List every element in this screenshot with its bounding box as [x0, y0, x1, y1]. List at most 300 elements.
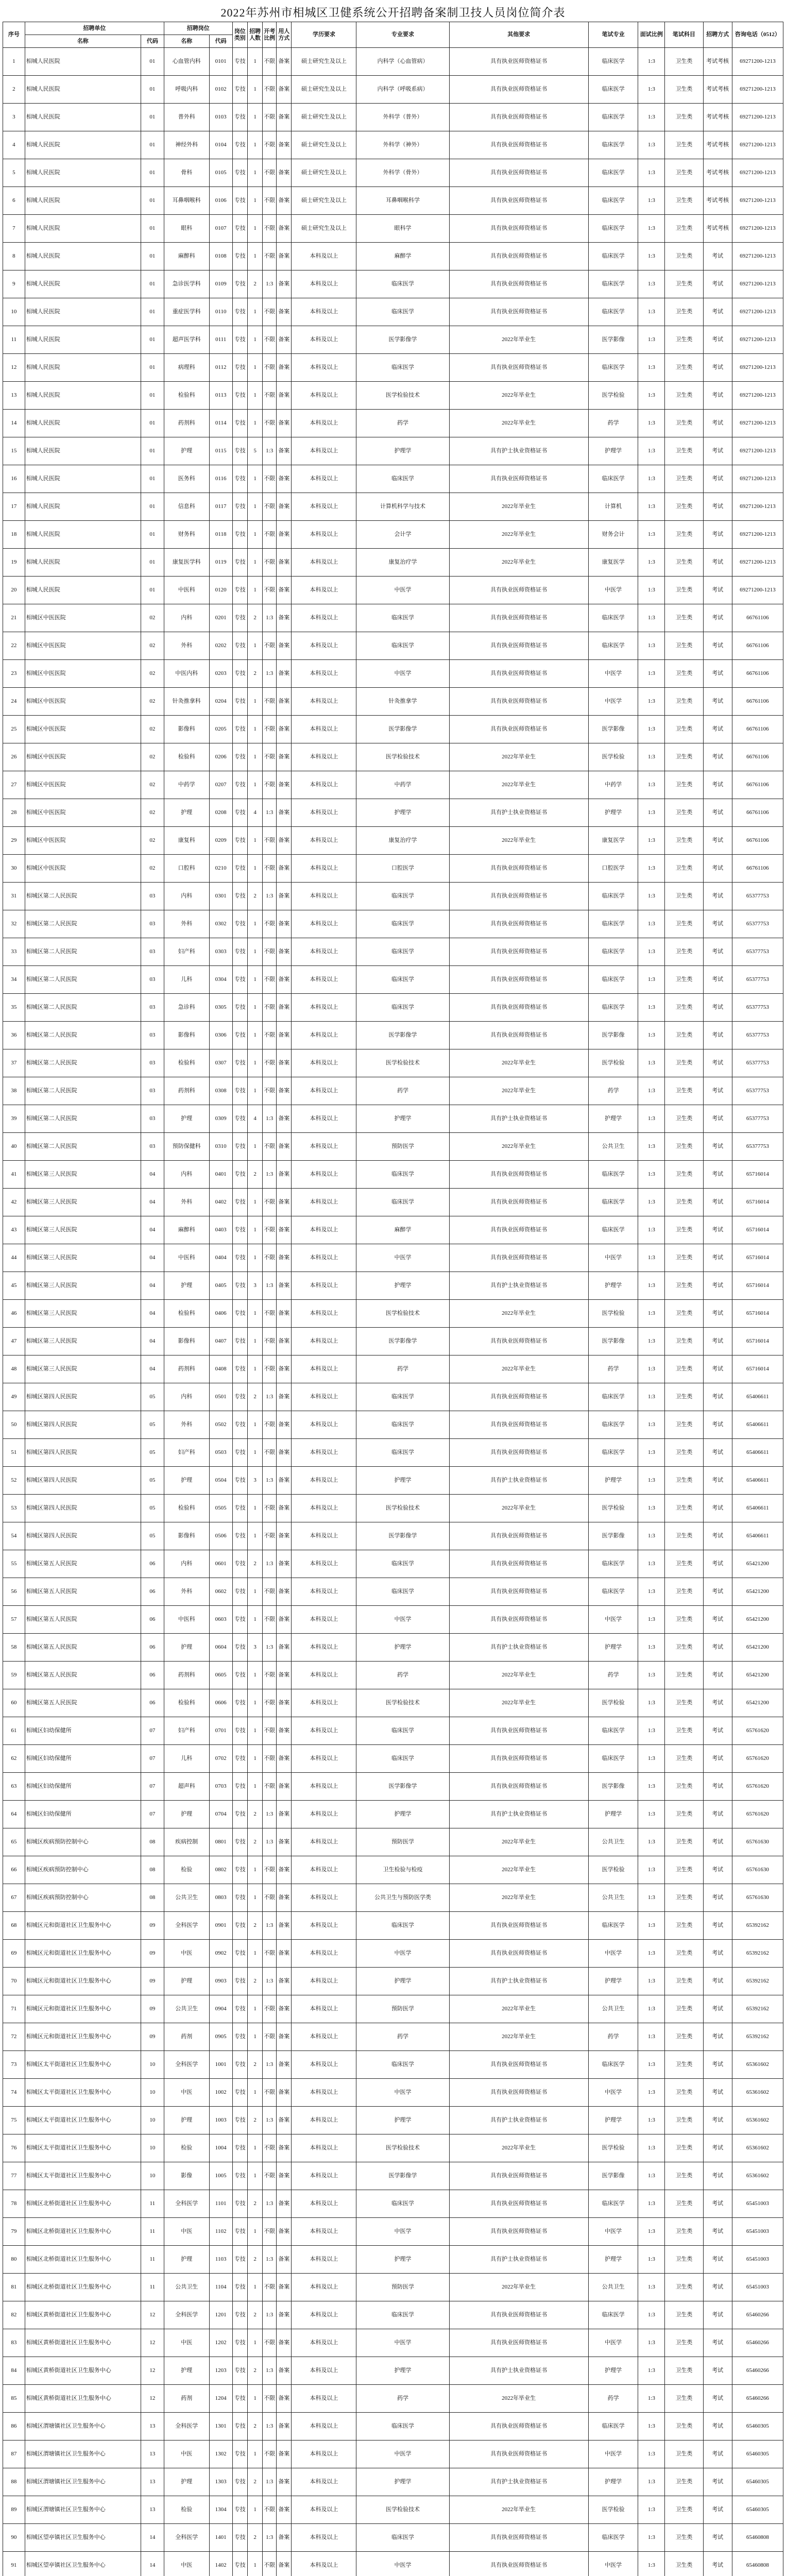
cell-exam-major: 临床医学: [588, 632, 638, 660]
cell-no: 51: [3, 1439, 25, 1467]
cell-education: 本科及以上: [292, 1801, 356, 1828]
cell-position-type: 专技: [232, 1495, 247, 1522]
table-row: [3, 938, 783, 966]
cell-no: 2: [3, 76, 25, 104]
cell-unit-name: 相城区中医医院: [25, 799, 141, 827]
cell-count: 1: [247, 2496, 262, 2524]
cell-major: 护理学: [356, 2357, 449, 2385]
cell-no: 42: [3, 1189, 25, 1216]
table-row: [3, 1606, 783, 1634]
cell-recruit-mode: 考试: [703, 910, 732, 938]
cell-no: 54: [3, 1522, 25, 1550]
cell-other: 具有护士执业资格证书: [449, 2468, 588, 2496]
cell-major: 麻醉学: [356, 243, 449, 270]
cell-recruit-mode: 考试: [703, 1717, 732, 1745]
cell-unit-code: 09: [141, 1995, 164, 2023]
cell-unit-code: 01: [141, 76, 164, 104]
cell-position-code: 0403: [209, 1216, 232, 1244]
cell-open-ratio: 不限: [263, 1077, 277, 1105]
cell-no: 57: [3, 1606, 25, 1634]
cell-major: 临床医学: [356, 270, 449, 298]
cell-other: 2022年毕业生: [449, 1662, 588, 1689]
cell-count: 2: [247, 883, 262, 910]
cell-unit-code: 05: [141, 1522, 164, 1550]
cell-no: 14: [3, 410, 25, 437]
cell-count: 1: [247, 131, 262, 159]
header-position-name: 名称: [164, 35, 209, 48]
cell-education: 本科及以上: [292, 1856, 356, 1884]
cell-exam-major: 临床医学: [588, 1439, 638, 1467]
cell-telephone: 66761106: [732, 827, 783, 855]
cell-count: 1: [247, 521, 262, 549]
cell-other: 2022年毕业生: [449, 1856, 588, 1884]
cell-no: 33: [3, 938, 25, 966]
cell-no: 6: [3, 187, 25, 215]
cell-education: 本科及以上: [292, 2301, 356, 2329]
cell-exam-subject: 卫生类: [665, 1300, 703, 1328]
cell-open-ratio: 1:3: [263, 660, 277, 688]
cell-no: 29: [3, 827, 25, 855]
cell-other: 2022年毕业生: [449, 1495, 588, 1522]
cell-position-code: 0105: [209, 159, 232, 187]
cell-open-ratio: 不限: [263, 243, 277, 270]
cell-telephone: 65716014: [732, 1161, 783, 1189]
cell-other: 具有执业医师资格证书: [449, 2079, 588, 2107]
cell-position-name: 内科: [164, 604, 209, 632]
cell-position-name: 药剂科: [164, 1077, 209, 1105]
cell-position-type: 专技: [232, 159, 247, 187]
cell-no: 3: [3, 104, 25, 131]
cell-education: 本科及以上: [292, 1272, 356, 1300]
table-row: [3, 2357, 783, 2385]
cell-hire-mode: 备案: [277, 2385, 292, 2413]
cell-open-ratio: 1:3: [263, 1634, 277, 1662]
cell-position-type: 专技: [232, 1662, 247, 1689]
table-row: [3, 1662, 783, 1689]
cell-exam-major: 护理学: [588, 437, 638, 465]
cell-position-name: 骨科: [164, 159, 209, 187]
cell-position-name: 检验科: [164, 1495, 209, 1522]
cell-count: 1: [247, 1884, 262, 1912]
table-row: [3, 1439, 783, 1467]
cell-exam-subject: 卫生类: [665, 1940, 703, 1968]
cell-exam-major: 医学检验: [588, 382, 638, 410]
table-row: [3, 743, 783, 771]
cell-open-ratio: 1:3: [263, 2301, 277, 2329]
cell-recruit-mode: 考试考核: [703, 76, 732, 104]
cell-position-type: 专技: [232, 1995, 247, 2023]
cell-recruit-mode: 考试: [703, 1133, 732, 1161]
cell-open-ratio: 不限: [263, 771, 277, 799]
cell-unit-code: 04: [141, 1272, 164, 1300]
cell-position-name: 中医科: [164, 1244, 209, 1272]
cell-position-code: 0115: [209, 437, 232, 465]
cell-unit-name: 相城区第三人民医院: [25, 1216, 141, 1244]
cell-telephone: 65377753: [732, 883, 783, 910]
table-row: [3, 382, 783, 410]
cell-unit-name: 相城区望亭镇社区卫生服务中心: [25, 2524, 141, 2552]
cell-exam-major: 医学检验: [588, 1049, 638, 1077]
cell-hire-mode: 备案: [277, 1244, 292, 1272]
cell-position-name: 护理: [164, 1801, 209, 1828]
cell-position-name: 病理科: [164, 354, 209, 382]
cell-unit-name: 相城人民医院: [25, 410, 141, 437]
cell-recruit-mode: 考试: [703, 2079, 732, 2107]
cell-position-name: 中医科: [164, 577, 209, 604]
cell-recruit-mode: 考试: [703, 1801, 732, 1828]
cell-other: 具有护士执业资格证书: [449, 2357, 588, 2385]
cell-education: 硕士研究生及以上: [292, 48, 356, 76]
cell-position-code: 0602: [209, 1578, 232, 1606]
cell-major: 医学检验技术: [356, 1300, 449, 1328]
cell-exam-subject: 卫生类: [665, 2134, 703, 2162]
cell-exam-subject: 卫生类: [665, 521, 703, 549]
cell-telephone: 65421200: [732, 1634, 783, 1662]
cell-telephone: 65451003: [732, 2190, 783, 2218]
cell-exam-major: 护理学: [588, 1272, 638, 1300]
table-row: [3, 298, 783, 326]
table-row: [3, 1912, 783, 1940]
cell-recruit-mode: 考试: [703, 382, 732, 410]
cell-unit-name: 相城区第五人民医院: [25, 1550, 141, 1578]
cell-exam-subject: 卫生类: [665, 1383, 703, 1411]
cell-exam-subject: 卫生类: [665, 1745, 703, 1773]
cell-position-type: 专技: [232, 437, 247, 465]
cell-position-name: 检验: [164, 1856, 209, 1884]
cell-no: 81: [3, 2274, 25, 2301]
cell-count: 5: [247, 437, 262, 465]
cell-exam-major: 医学检验: [588, 1689, 638, 1717]
cell-education: 本科及以上: [292, 1161, 356, 1189]
table-row: [3, 688, 783, 716]
cell-position-name: 妇产科: [164, 1439, 209, 1467]
table-row: [3, 2051, 783, 2079]
cell-exam-subject: 卫生类: [665, 2468, 703, 2496]
cell-position-code: 0201: [209, 604, 232, 632]
cell-count: 1: [247, 1244, 262, 1272]
cell-position-name: 中医: [164, 2552, 209, 2576]
cell-major: 中医学: [356, 1606, 449, 1634]
cell-interview-ratio: 1:3: [638, 410, 665, 437]
cell-unit-name: 相城人民医院: [25, 215, 141, 243]
cell-exam-major: 临床医学: [588, 131, 638, 159]
header-count: 招聘人数: [247, 22, 262, 48]
cell-position-type: 专技: [232, 104, 247, 131]
cell-other: 2022年毕业生: [449, 2385, 588, 2413]
cell-exam-major: 医学影像: [588, 326, 638, 354]
cell-exam-subject: 卫生类: [665, 1550, 703, 1578]
cell-unit-code: 12: [141, 2385, 164, 2413]
cell-education: 本科及以上: [292, 1940, 356, 1968]
cell-unit-name: 相城区元和街道社区卫生服务中心: [25, 1968, 141, 1995]
cell-unit-code: 04: [141, 1300, 164, 1328]
cell-no: 21: [3, 604, 25, 632]
cell-recruit-mode: 考试考核: [703, 104, 732, 131]
cell-unit-name: 相城区第四人民医院: [25, 1467, 141, 1495]
cell-unit-name: 相城区第二人民医院: [25, 1133, 141, 1161]
cell-hire-mode: 备案: [277, 1995, 292, 2023]
cell-position-name: 急诊医学科: [164, 270, 209, 298]
cell-position-name: 中医内科: [164, 660, 209, 688]
cell-exam-major: 中医学: [588, 1244, 638, 1272]
cell-position-type: 专技: [232, 827, 247, 855]
cell-position-name: 影像科: [164, 1328, 209, 1355]
cell-exam-major: 公共卫生: [588, 1133, 638, 1161]
cell-interview-ratio: 1:3: [638, 855, 665, 883]
cell-count: 1: [247, 465, 262, 493]
cell-open-ratio: 不限: [263, 76, 277, 104]
cell-position-type: 专技: [232, 1189, 247, 1216]
cell-count: 1: [247, 632, 262, 660]
cell-position-code: 1301: [209, 2413, 232, 2441]
cell-position-code: 1005: [209, 2162, 232, 2190]
cell-position-type: 专技: [232, 632, 247, 660]
cell-exam-major: 医学检验: [588, 1495, 638, 1522]
table-row: [3, 2107, 783, 2134]
cell-interview-ratio: 1:3: [638, 215, 665, 243]
cell-exam-major: 中医学: [588, 660, 638, 688]
cell-exam-major: 医学影像: [588, 2162, 638, 2190]
cell-unit-name: 相城人民医院: [25, 187, 141, 215]
cell-position-name: 中药学: [164, 771, 209, 799]
cell-interview-ratio: 1:3: [638, 437, 665, 465]
cell-major: 护理学: [356, 799, 449, 827]
cell-telephone: 69271200-1213: [732, 243, 783, 270]
cell-count: 1: [247, 1300, 262, 1328]
cell-recruit-mode: 考试: [703, 1634, 732, 1662]
cell-education: 本科及以上: [292, 1383, 356, 1411]
table-row: [3, 2441, 783, 2468]
cell-other: 2022年毕业生: [449, 1049, 588, 1077]
cell-other: 2022年毕业生: [449, 493, 588, 521]
cell-recruit-mode: 考试: [703, 1049, 732, 1077]
cell-education: 本科及以上: [292, 1995, 356, 2023]
cell-position-type: 专技: [232, 410, 247, 437]
cell-hire-mode: 备案: [277, 270, 292, 298]
cell-education: 本科及以上: [292, 1495, 356, 1522]
cell-position-code: 0308: [209, 1077, 232, 1105]
cell-hire-mode: 备案: [277, 2357, 292, 2385]
cell-position-type: 专技: [232, 1578, 247, 1606]
cell-exam-subject: 卫生类: [665, 298, 703, 326]
cell-count: 1: [247, 1216, 262, 1244]
cell-hire-mode: 备案: [277, 855, 292, 883]
cell-position-type: 专技: [232, 1689, 247, 1717]
cell-exam-subject: 卫生类: [665, 2329, 703, 2357]
cell-unit-code: 01: [141, 159, 164, 187]
cell-interview-ratio: 1:3: [638, 1355, 665, 1383]
cell-exam-major: 药学: [588, 1355, 638, 1383]
cell-unit-name: 相城人民医院: [25, 104, 141, 131]
cell-hire-mode: 备案: [277, 1745, 292, 1773]
cell-exam-major: 临床医学: [588, 2051, 638, 2079]
cell-unit-code: 14: [141, 2524, 164, 2552]
cell-unit-name: 相城区第四人民医院: [25, 1439, 141, 1467]
cell-count: 2: [247, 1161, 262, 1189]
cell-exam-major: 临床医学: [588, 243, 638, 270]
cell-hire-mode: 备案: [277, 827, 292, 855]
cell-hire-mode: 备案: [277, 1077, 292, 1105]
cell-position-type: 专技: [232, 2524, 247, 2552]
cell-recruit-mode: 考试: [703, 1439, 732, 1467]
cell-position-code: 0401: [209, 1161, 232, 1189]
cell-no: 58: [3, 1634, 25, 1662]
cell-count: 1: [247, 1022, 262, 1049]
cell-position-name: 检验: [164, 2496, 209, 2524]
cell-position-type: 专技: [232, 549, 247, 577]
cell-open-ratio: 1:3: [263, 2107, 277, 2134]
cell-telephone: 65716014: [732, 1300, 783, 1328]
cell-unit-code: 03: [141, 938, 164, 966]
cell-unit-code: 05: [141, 1467, 164, 1495]
cell-other: 2022年毕业生: [449, 1884, 588, 1912]
cell-telephone: 65716014: [732, 1244, 783, 1272]
cell-interview-ratio: 1:3: [638, 966, 665, 994]
cell-open-ratio: 不限: [263, 827, 277, 855]
cell-hire-mode: 备案: [277, 159, 292, 187]
cell-unit-code: 08: [141, 1856, 164, 1884]
cell-position-code: 0408: [209, 1355, 232, 1383]
cell-interview-ratio: 1:3: [638, 2301, 665, 2329]
cell-count: 1: [247, 1689, 262, 1717]
cell-open-ratio: 1:3: [263, 2468, 277, 2496]
cell-recruit-mode: 考试: [703, 1077, 732, 1105]
cell-no: 38: [3, 1077, 25, 1105]
cell-count: 1: [247, 2552, 262, 2576]
cell-position-code: 1103: [209, 2246, 232, 2274]
cell-no: 23: [3, 660, 25, 688]
cell-position-type: 专技: [232, 215, 247, 243]
cell-unit-code: 02: [141, 771, 164, 799]
cell-no: 50: [3, 1411, 25, 1439]
cell-open-ratio: 不限: [263, 2274, 277, 2301]
cell-position-name: 检验科: [164, 743, 209, 771]
cell-no: 60: [3, 1689, 25, 1717]
cell-interview-ratio: 1:3: [638, 1439, 665, 1467]
cell-hire-mode: 备案: [277, 660, 292, 688]
cell-position-code: 0107: [209, 215, 232, 243]
cell-no: 68: [3, 1912, 25, 1940]
cell-no: 5: [3, 159, 25, 187]
cell-unit-name: 相城人民医院: [25, 326, 141, 354]
cell-telephone: 65761630: [732, 1856, 783, 1884]
cell-no: 48: [3, 1355, 25, 1383]
cell-other: 具有执业医师资格证书: [449, 187, 588, 215]
cell-exam-major: 临床医学: [588, 48, 638, 76]
cell-education: 本科及以上: [292, 2107, 356, 2134]
cell-major: 计算机科学与技术: [356, 493, 449, 521]
cell-education: 本科及以上: [292, 743, 356, 771]
cell-other: 具有执业医师资格证书: [449, 2552, 588, 2576]
cell-education: 本科及以上: [292, 1773, 356, 1801]
cell-exam-subject: 卫生类: [665, 577, 703, 604]
table-row: [3, 1634, 783, 1662]
cell-hire-mode: 备案: [277, 1884, 292, 1912]
cell-exam-major: 临床医学: [588, 2413, 638, 2441]
cell-exam-subject: 卫生类: [665, 410, 703, 437]
cell-no: 91: [3, 2552, 25, 2576]
cell-position-name: 中医: [164, 2441, 209, 2468]
cell-other: 具有执业医师资格证书: [449, 243, 588, 270]
cell-telephone: 66761106: [732, 660, 783, 688]
cell-education: 硕士研究生及以上: [292, 187, 356, 215]
cell-education: 本科及以上: [292, 354, 356, 382]
cell-open-ratio: 1:3: [263, 2413, 277, 2441]
cell-recruit-mode: 考试: [703, 1828, 732, 1856]
cell-other: 具有执业医师资格证书: [449, 1940, 588, 1968]
cell-open-ratio: 不限: [263, 938, 277, 966]
cell-position-code: 0203: [209, 660, 232, 688]
cell-count: 1: [247, 549, 262, 577]
cell-hire-mode: 备案: [277, 326, 292, 354]
cell-open-ratio: 不限: [263, 382, 277, 410]
table-row: [3, 2023, 783, 2051]
cell-position-name: 康复科: [164, 827, 209, 855]
cell-no: 52: [3, 1467, 25, 1495]
cell-exam-subject: 卫生类: [665, 1717, 703, 1745]
cell-open-ratio: 不限: [263, 2023, 277, 2051]
cell-interview-ratio: 1:3: [638, 632, 665, 660]
cell-recruit-mode: 考试: [703, 938, 732, 966]
cell-education: 本科及以上: [292, 688, 356, 716]
cell-open-ratio: 不限: [263, 2441, 277, 2468]
cell-major: 临床医学: [356, 1439, 449, 1467]
cell-position-name: 外科: [164, 1578, 209, 1606]
table-row: [3, 1995, 783, 2023]
cell-no: 74: [3, 2079, 25, 2107]
cell-count: 1: [247, 577, 262, 604]
cell-position-name: 药剂: [164, 2023, 209, 2051]
cell-unit-name: 相城区黄桥街道社区卫生服务中心: [25, 2329, 141, 2357]
cell-open-ratio: 不限: [263, 521, 277, 549]
cell-position-name: 内科: [164, 883, 209, 910]
cell-no: 16: [3, 465, 25, 493]
cell-education: 本科及以上: [292, 1439, 356, 1467]
cell-unit-code: 01: [141, 493, 164, 521]
cell-interview-ratio: 1:3: [638, 1634, 665, 1662]
cell-exam-major: 医学影像: [588, 1773, 638, 1801]
cell-exam-subject: 卫生类: [665, 883, 703, 910]
cell-hire-mode: 备案: [277, 938, 292, 966]
cell-recruit-mode: 考试: [703, 549, 732, 577]
cell-interview-ratio: 1:3: [638, 2246, 665, 2274]
cell-exam-major: 临床医学: [588, 270, 638, 298]
cell-other: 2022年毕业生: [449, 410, 588, 437]
cell-unit-name: 相城区第五人民医院: [25, 1606, 141, 1634]
cell-unit-name: 相城区中医医院: [25, 688, 141, 716]
cell-hire-mode: 备案: [277, 688, 292, 716]
cell-open-ratio: 不限: [263, 215, 277, 243]
cell-count: 1: [247, 938, 262, 966]
cell-position-type: 专技: [232, 1884, 247, 1912]
cell-open-ratio: 不限: [263, 1856, 277, 1884]
cell-count: 1: [247, 1355, 262, 1383]
cell-position-type: 专技: [232, 688, 247, 716]
header-recruit-mode: 招聘方式: [703, 22, 732, 48]
cell-exam-subject: 卫生类: [665, 1216, 703, 1244]
cell-position-type: 专技: [232, 1717, 247, 1745]
cell-interview-ratio: 1:3: [638, 1189, 665, 1216]
cell-exam-subject: 卫生类: [665, 2023, 703, 2051]
cell-unit-code: 09: [141, 1912, 164, 1940]
header-open-ratio: 开考比例: [263, 22, 277, 48]
cell-unit-code: 01: [141, 270, 164, 298]
cell-hire-mode: 备案: [277, 1940, 292, 1968]
cell-education: 本科及以上: [292, 716, 356, 743]
cell-major: 医学检验技术: [356, 2496, 449, 2524]
cell-position-code: 0117: [209, 493, 232, 521]
cell-interview-ratio: 1:3: [638, 1244, 665, 1272]
